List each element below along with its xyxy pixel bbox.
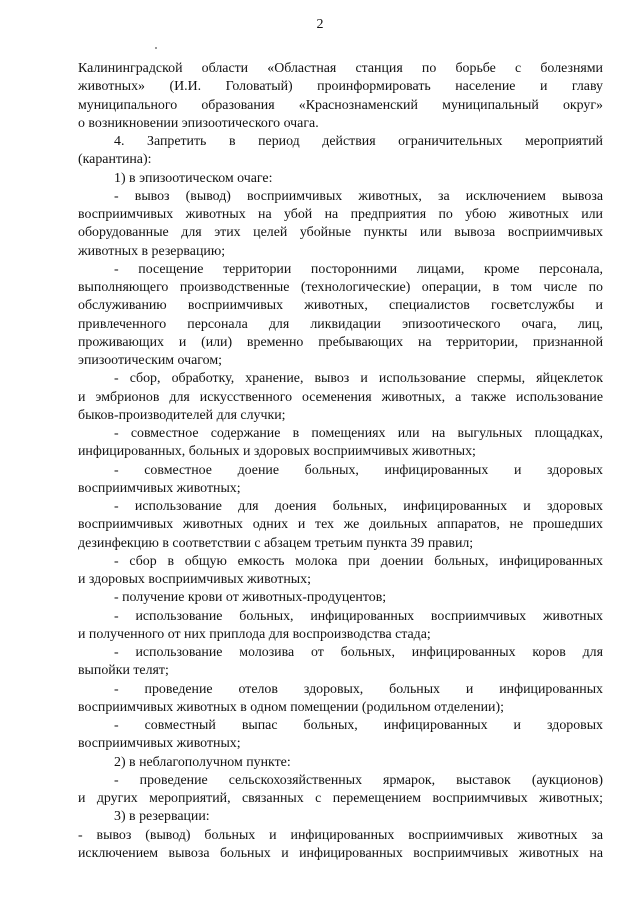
text-line: восприимчивых животных; — [78, 480, 241, 496]
text-line: быков-производителей для случки; — [78, 407, 286, 423]
text-line: инфицированных, больных и здоровых восприимчивых животных; — [78, 444, 476, 460]
text-line: - сбор в общую емкость молока при доении больных, инфицированных — [114, 553, 603, 569]
text-line: - использование молозива от больных, инфицированных коров для — [114, 645, 603, 660]
text-line: 1) в эпизоотическом очаге: — [114, 170, 273, 186]
text-line: - использование больных, инфицированных восприимчивых животных — [114, 608, 603, 624]
text-line: обслуживанию восприимчивых животных, специалистов госветслужбы и — [78, 298, 603, 314]
text-line: проживающих и (или) временно пребывающих на территории, признанной — [78, 334, 603, 350]
text-line: дезинфекцию в соответствии с абзацем третьим пункта 39 правил; — [78, 535, 474, 551]
text-line: - использование для доения больных, инфицированных и здоровых — [114, 499, 603, 514]
text-line: - сбор, обработку, хранение, вывоз и использование спермы, яйцеклеток — [114, 371, 603, 387]
text-line: восприимчивых животных в одном помещении (родильном отделении); — [78, 699, 504, 715]
text-line: 3) в резервации: — [114, 809, 210, 825]
text-line: оборудованные для этих целей убойные пункты или вывоза восприимчивых — [78, 225, 603, 241]
text-line: исключением вывоза больных и инфицированных восприимчивых животных на — [78, 845, 603, 861]
text-line: - совместный выпас больных, инфицированных и здоровых — [114, 718, 603, 733]
text-line: восприимчивых животных на убой на предприятия по убою животных или — [78, 207, 603, 222]
page-number: 2 — [316, 17, 324, 32]
text-line: (карантина): — [78, 152, 152, 168]
text-line: Калининградской области «Областная станция по борьбе с болезнями — [78, 61, 603, 76]
text-line: и других мероприятий, связанных с перемещением восприимчивых животных; — [78, 791, 603, 806]
text-line: животных» (И.И. Головатый) проинформировать население и главу — [78, 79, 603, 95]
text-line: - получение крови от животных-продуцентов; — [114, 590, 387, 606]
text-line: эпизоотическим очагом; — [78, 353, 222, 368]
scan-speck — [155, 47, 157, 49]
text-line: - вывоз (вывод) восприимчивых животных, за исключением вывоза — [114, 188, 603, 204]
text-line: и здоровых восприимчивых животных; — [78, 572, 311, 587]
text-line: выпойки телят; — [78, 663, 169, 679]
text-line: - совместное содержание в помещениях или на выгульных площадках, — [114, 426, 603, 441]
text-line: - посещение территории посторонними лицами, кроме персонала, — [114, 261, 603, 277]
text-line: и эмбрионов для искусственного осеменения животных, а также использование — [78, 389, 603, 405]
text-line: - проведение отелов здоровых, больных и инфицированных — [114, 681, 603, 697]
text-line: восприимчивых животных одних и тех же доильных аппаратов, не прошедших — [78, 517, 603, 533]
text-line: - вывоз (вывод) больных и инфицированных восприимчивых животных за — [78, 827, 603, 843]
text-line: - совместное доение больных, инфицированных и здоровых — [114, 462, 603, 478]
text-line: привлеченного персонала для ликвидации эпизоотического очага, лиц, — [78, 316, 603, 332]
text-line: о возникновении эпизоотического очага. — [78, 115, 319, 131]
text-line: муниципального образования «Краснознаменский муниципальный округ» — [78, 97, 603, 113]
text-line: 2) в неблагополучном пункте: — [114, 754, 291, 770]
text-line: 4. Запретить в период действия ограничительных мероприятий — [114, 134, 603, 149]
text-line: выполняющего производственные (технологические) операции, в том числе по — [78, 280, 603, 295]
text-line: животных в резервацию; — [78, 243, 226, 259]
text-line: восприимчивых животных; — [78, 736, 241, 752]
text-line: - проведение сельскохозяйственных ярмарок, выставок (аукционов) — [114, 772, 603, 788]
text-line: и полученного от них приплода для воспроизводства стада; — [78, 626, 431, 642]
